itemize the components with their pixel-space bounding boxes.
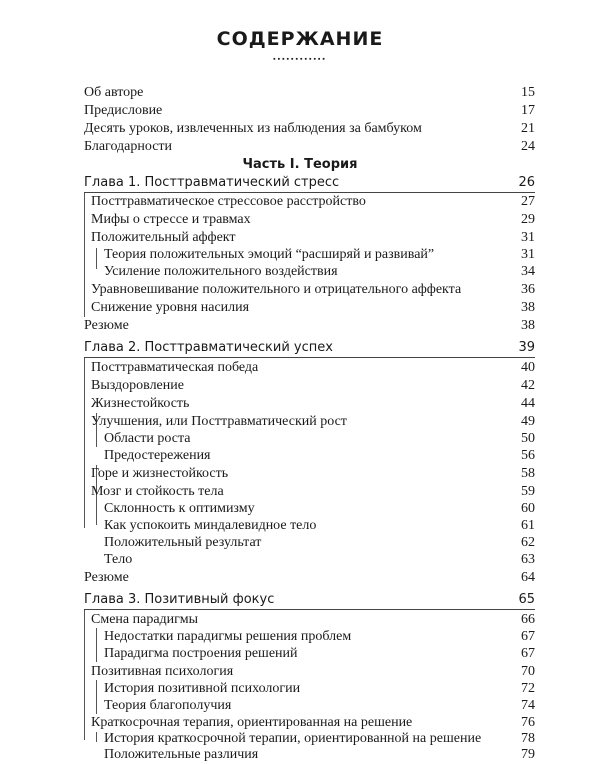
toc-entry-page: 34 xyxy=(521,264,535,279)
toc-entry-page: 44 xyxy=(521,396,535,411)
chapter-title: Глава 3. Позитивный фокус xyxy=(84,592,275,607)
toc-entry-page: 15 xyxy=(521,85,535,100)
toc-entry-title: Резюме xyxy=(84,318,129,333)
toc-entry[interactable] xyxy=(0,281,600,299)
toc-subentry[interactable] xyxy=(0,517,600,535)
toc-entry[interactable] xyxy=(0,413,600,431)
toc-entry-title: История позитивной психологии xyxy=(104,681,301,696)
chapter-3-rule xyxy=(84,609,535,610)
toc-entry-page: 61 xyxy=(521,518,535,533)
toc-entry-title: Теория благополучия xyxy=(104,698,232,713)
toc-entry-page: 76 xyxy=(521,715,535,730)
toc-entry[interactable] xyxy=(0,211,600,229)
toc-entry-title: Посттравматическое стрессовое расстройство xyxy=(91,194,366,209)
toc-entry-title: Усиление положительного воздействия xyxy=(104,264,338,279)
toc-chapter-3[interactable] xyxy=(0,591,600,609)
toc-entry-page: 67 xyxy=(521,629,535,644)
toc-entry[interactable] xyxy=(0,120,600,138)
toc-entry-page: 72 xyxy=(521,681,535,696)
toc-subentry[interactable] xyxy=(0,680,600,698)
toc-subentry[interactable] xyxy=(0,551,600,569)
toc-entry-title: Предостережения xyxy=(104,448,211,463)
toc-subentry[interactable] xyxy=(0,534,600,552)
toc-entry-page: 29 xyxy=(521,212,535,227)
page-title: СОДЕРЖАНИЕ xyxy=(216,28,384,50)
toc-entry-page: 21 xyxy=(521,121,535,136)
toc-entry-title: Горе и жизнестойкость xyxy=(91,466,229,481)
toc-entry-page: 38 xyxy=(521,318,535,333)
toc-entry-title: Теория положительных эмоций “расширяй и развивай” xyxy=(104,247,435,262)
toc-entry-page: 42 xyxy=(521,378,535,393)
toc-subentry[interactable] xyxy=(0,447,600,465)
toc-entry-title: Мозг и стойкость тела xyxy=(91,484,224,499)
toc-entry-title: Десять уроков, извлеченных из наблюдения за бамбуком xyxy=(84,121,422,136)
toc-entry[interactable] xyxy=(0,359,600,377)
toc-entry-page: 58 xyxy=(521,466,535,481)
toc-entry[interactable] xyxy=(0,465,600,483)
toc-entry-page: 78 xyxy=(521,731,535,746)
toc-entry-page: 38 xyxy=(521,300,535,315)
toc-entry-page: 70 xyxy=(521,664,535,679)
toc-subentry[interactable] xyxy=(0,500,600,518)
toc-entry-title: История краткосрочной терапии, ориентированной на решение xyxy=(104,731,482,746)
toc-entry-page: 50 xyxy=(521,431,535,446)
chapter-page: 65 xyxy=(518,592,535,607)
toc-entry-page: 56 xyxy=(521,448,535,463)
toc-entry-title: Как успокоить миндалевидное тело xyxy=(104,518,317,533)
toc-entry-title: Смена парадигмы xyxy=(91,612,198,627)
toc-entry-page: 63 xyxy=(521,552,535,567)
toc-entry-title: Области роста xyxy=(104,431,191,446)
toc-entry-title: Жизнестойкость xyxy=(91,396,190,411)
toc-entry-title: Положительные различия xyxy=(104,747,259,762)
toc-entry-title: Краткосрочная терапия, ориентированная на решение xyxy=(91,715,413,730)
chapter-title: Глава 1. Посттравматический стресс xyxy=(84,175,340,190)
toc-part-heading[interactable] xyxy=(0,156,600,174)
part-title: Часть I. Теория xyxy=(242,157,358,172)
toc-entry-page: 59 xyxy=(521,484,535,499)
toc-entry-title: Резюме xyxy=(84,570,129,585)
toc-chapter-2[interactable] xyxy=(0,339,600,357)
toc-entry[interactable] xyxy=(0,193,600,211)
toc-entry-title: Улучшения, или Посттравматический рост xyxy=(91,414,347,429)
toc-entry-page: 79 xyxy=(521,747,535,762)
toc-entry-page: 27 xyxy=(521,194,535,209)
chapter-page: 26 xyxy=(518,175,535,190)
toc-chapter-1[interactable] xyxy=(0,174,600,192)
toc-entry-page: 67 xyxy=(521,646,535,661)
toc-subentry[interactable] xyxy=(0,697,600,715)
toc-entry-page: 40 xyxy=(521,360,535,375)
toc-entry[interactable] xyxy=(0,317,600,335)
toc-entry-title: Положительный результат xyxy=(104,535,262,550)
toc-entry-title: Об авторе xyxy=(84,85,144,100)
toc-entry-page: 60 xyxy=(521,501,535,516)
toc-entry-page: 74 xyxy=(521,698,535,713)
toc-subentry[interactable] xyxy=(0,628,600,646)
toc-entry[interactable] xyxy=(0,483,600,501)
toc-entry[interactable] xyxy=(0,229,600,247)
toc-entry[interactable] xyxy=(0,299,600,317)
toc-entry-title: Выздоровление xyxy=(91,378,184,393)
toc-entry-title: Позитивная психология xyxy=(91,664,234,679)
toc-entry[interactable] xyxy=(0,663,600,681)
toc-entry-page: 64 xyxy=(521,570,535,585)
toc-entry-page: 31 xyxy=(521,247,535,262)
toc-entry-page: 66 xyxy=(521,612,535,627)
toc-subentry[interactable] xyxy=(0,263,600,281)
toc-entry[interactable] xyxy=(0,569,600,587)
toc-entry-title: Парадигма построения решений xyxy=(104,646,298,661)
toc-entry[interactable] xyxy=(0,377,600,395)
toc-entry-title: Снижение уровня насилия xyxy=(91,300,250,315)
toc-entry-page: 49 xyxy=(521,414,535,429)
toc-entry[interactable] xyxy=(0,611,600,629)
toc-entry-page: 17 xyxy=(521,103,535,118)
toc-subentry[interactable] xyxy=(0,746,600,764)
toc-subentry[interactable] xyxy=(0,645,600,663)
toc-entry-title: Тело xyxy=(104,552,133,567)
toc-entry[interactable] xyxy=(0,84,600,102)
chapter-title: Глава 2. Посттравматический успех xyxy=(84,340,333,355)
toc-entry-title: Положительный аффект xyxy=(91,230,236,245)
title-dot-ornament: ▪▪▪▪▪▪▪▪▪▪▪▪ xyxy=(273,55,327,63)
toc-entry-title: Благодарности xyxy=(84,139,173,154)
toc-subentry[interactable] xyxy=(0,246,600,264)
toc-entry-title: Склонность к оптимизму xyxy=(104,501,255,516)
toc-entry-title: Посттравматическая победа xyxy=(91,360,259,375)
toc-entry[interactable] xyxy=(0,395,600,413)
toc-entry-title: Мифы о стрессе и травмах xyxy=(91,212,251,227)
toc-entry-page: 62 xyxy=(521,535,535,550)
toc-entry[interactable] xyxy=(0,138,600,156)
chapter-2-rule xyxy=(84,357,535,358)
toc-entry-page: 36 xyxy=(521,282,535,297)
toc-entry[interactable] xyxy=(0,102,600,120)
chapter-page: 39 xyxy=(518,340,535,355)
toc-entry-page: 31 xyxy=(521,230,535,245)
toc-entry-page: 24 xyxy=(521,139,535,154)
toc-subentry[interactable] xyxy=(0,430,600,448)
toc-entry-title: Уравновешивание положительного и отрицательного аффекта xyxy=(91,282,462,297)
toc-entry-title: Недостатки парадигмы решения проблем xyxy=(104,629,352,644)
toc-entry-title: Предисловие xyxy=(84,103,163,118)
